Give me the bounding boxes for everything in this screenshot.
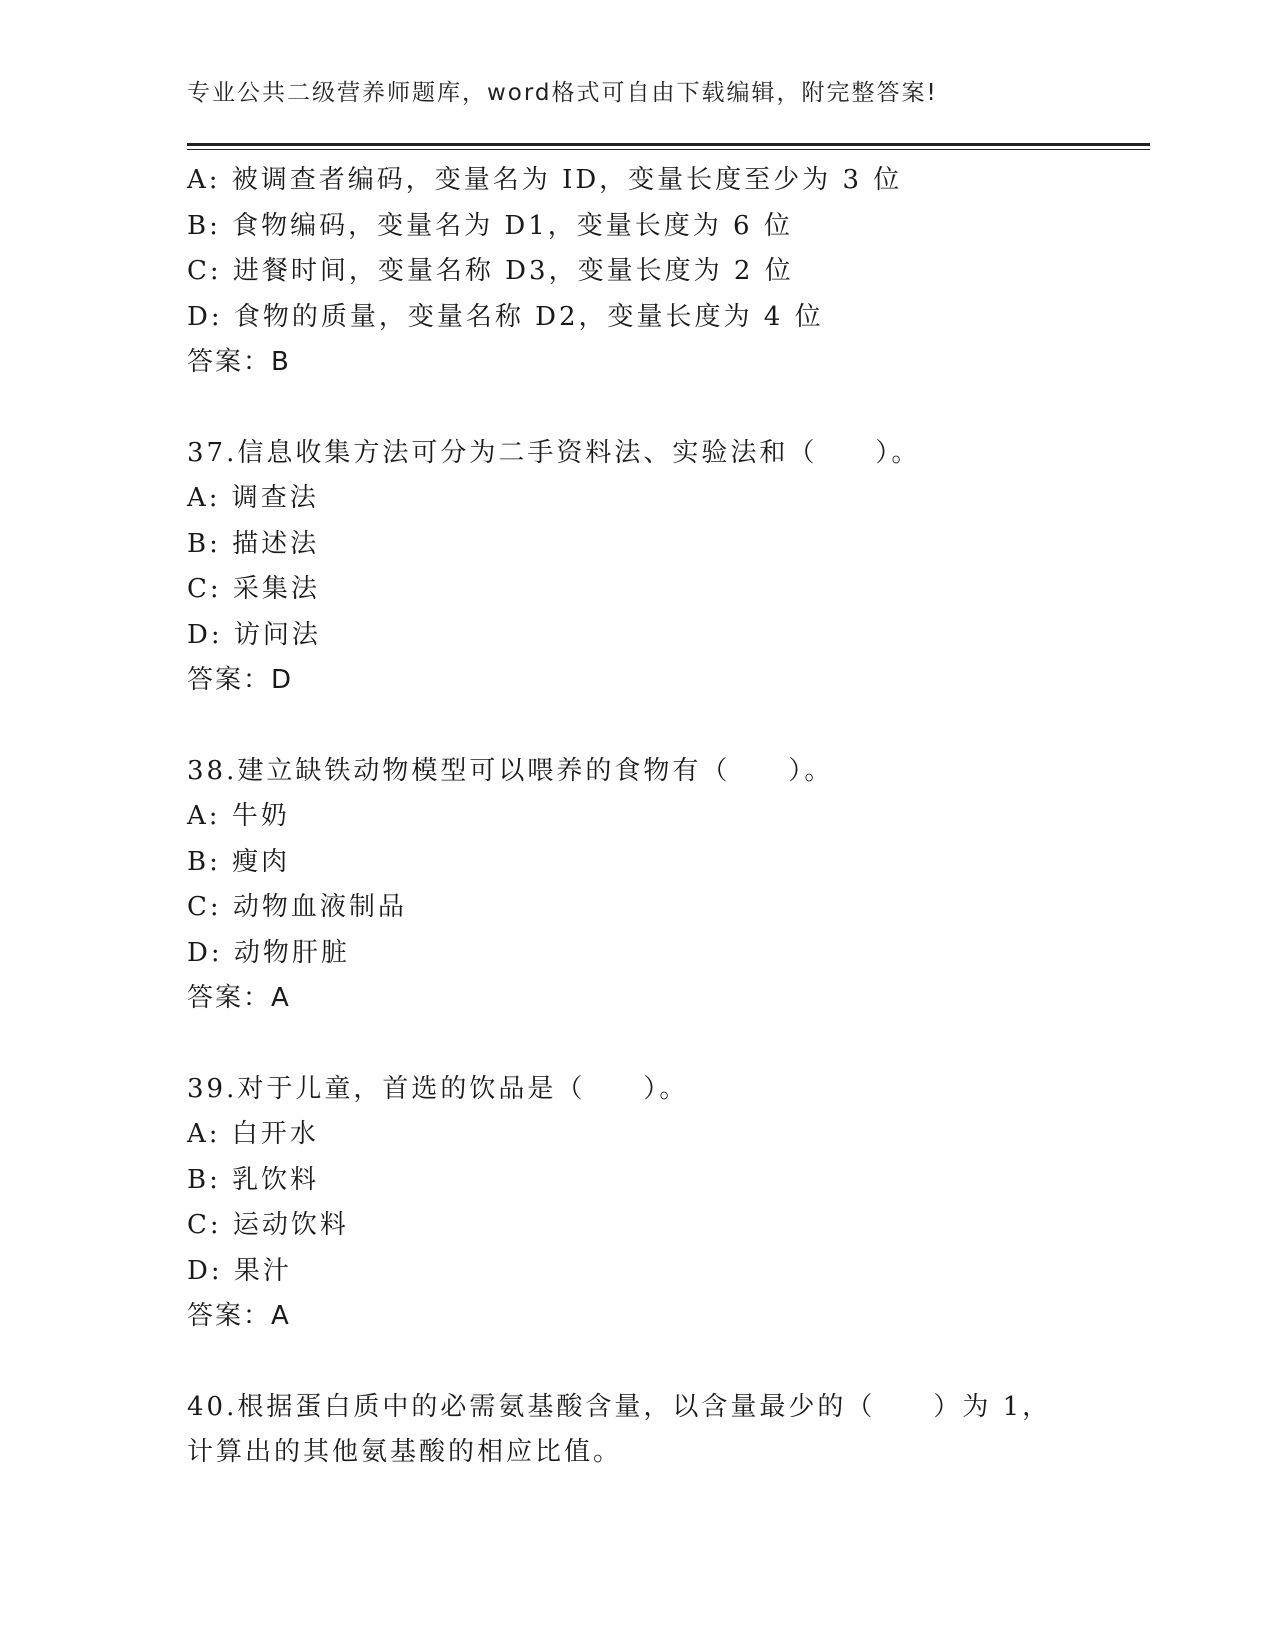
prev-question-block (187, 158, 1117, 386)
question-39 (187, 1067, 1117, 1340)
option-d: D: 访问法 (187, 619, 321, 650)
page-header: 专业公共二级营养师题库，word格式可自由下载编辑，附完整答案! (187, 80, 938, 106)
question-37 (187, 431, 1117, 704)
option-b: B: 描述法 (187, 528, 320, 559)
answer-label: 答案：A (187, 983, 291, 1013)
answer-label: 答案：B (187, 347, 291, 377)
question-stem: 38.建立缺铁动物模型可以喂养的食物有（ ）。 (187, 755, 834, 786)
option-c: C: 动物血液制品 (187, 892, 407, 922)
answer-label: 答案：D (187, 665, 294, 695)
question-stem: 37.信息收集方法可分为二手资料法、实验法和（ ）。 (187, 437, 921, 468)
header-rule-thin (187, 149, 1150, 150)
option-c: C: 运动饮料 (187, 1210, 349, 1240)
answer-label: 答案：A (187, 1301, 291, 1331)
option-d: D: 果汁 (187, 1255, 292, 1286)
option-b: B: 瘦肉 (187, 846, 291, 877)
option-d: D: 动物肝脏 (187, 937, 350, 968)
option-d: D: 食物的质量，变量名称 D2，变量长度为 4 位 (187, 301, 824, 332)
header-rule-thick (187, 143, 1150, 146)
option-a: A: 被调查者编码，变量名为 ID，变量长度至少为 3 位 (187, 165, 903, 195)
option-a: A: 牛奶 (187, 801, 290, 831)
option-a: A: 白开水 (187, 1119, 319, 1149)
option-b: B: 食物编码，变量名为 D1，变量长度为 6 位 (187, 210, 793, 241)
question-stem: 39.对于儿童，首选的饮品是（ ）。 (187, 1073, 689, 1104)
question-stem: 40.根据蛋白质中的必需氨基酸含量，以含量最少的（ ）为 1，计算出的其他氨基酸的相应比值。 (187, 1391, 1052, 1467)
option-c: C: 进餐时间，变量名称 D3，变量长度为 2 位 (187, 256, 794, 286)
option-c: C: 采集法 (187, 574, 320, 604)
option-b: B: 乳饮料 (187, 1164, 320, 1195)
option-a: A: 调查法 (187, 483, 319, 513)
question-content (187, 158, 1117, 1476)
question-38 (187, 749, 1117, 1022)
question-40 (187, 1385, 1117, 1476)
